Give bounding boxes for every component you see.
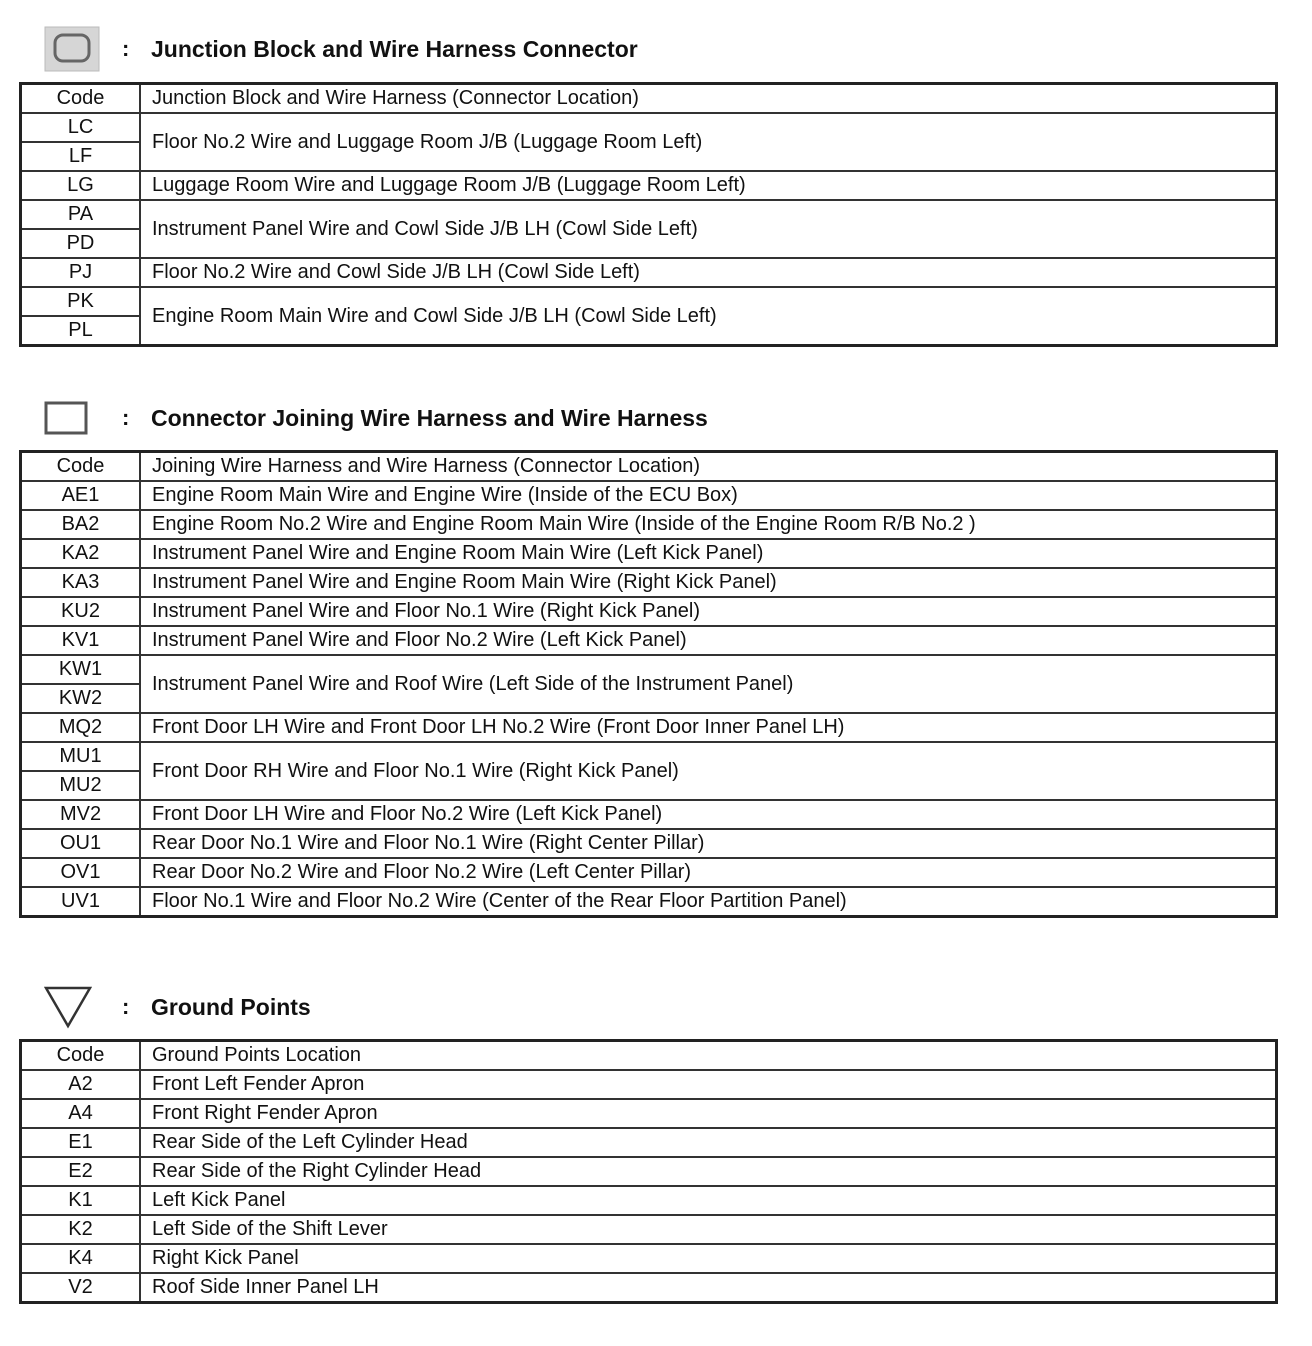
table-row — [21, 1215, 1277, 1244]
code-cell: LC — [21, 113, 141, 142]
table-row — [21, 1070, 1277, 1099]
code-cell: K2 — [21, 1215, 141, 1244]
description-cell: Engine Room Main Wire and Engine Wire (Inside of the ECU Box) — [140, 481, 1277, 510]
code-cell: E2 — [21, 1157, 141, 1186]
code-cell: KA3 — [21, 568, 141, 597]
table-row — [21, 113, 1277, 142]
description-cell: Engine Room No.2 Wire and Engine Room Main Wire (Inside of the Engine Room R/B No.2 ) — [140, 510, 1277, 539]
table-row — [21, 829, 1277, 858]
connector-symbol-icon — [44, 401, 88, 435]
table-row — [21, 713, 1277, 742]
connector-table — [19, 450, 1278, 918]
table-row — [21, 742, 1277, 771]
description-cell: Instrument Panel Wire and Floor No.1 Wire (Right Kick Panel) — [140, 597, 1277, 626]
code-cell: K1 — [21, 1186, 141, 1215]
section-title: Ground Points — [151, 994, 311, 1020]
description-cell: Floor No.2 Wire and Cowl Side J/B LH (Cowl Side Left) — [140, 258, 1277, 287]
description-cell: Instrument Panel Wire and Engine Room Main Wire (Left Kick Panel) — [140, 539, 1277, 568]
code-cell: OU1 — [21, 829, 141, 858]
section-title: Junction Block and Wire Harness Connector — [151, 36, 638, 62]
header-description: Joining Wire Harness and Wire Harness (Connector Location) — [140, 452, 1277, 482]
code-cell: OV1 — [21, 858, 141, 887]
description-cell: Right Kick Panel — [140, 1244, 1277, 1273]
code-cell: PJ — [21, 258, 141, 287]
description-cell: Left Kick Panel — [140, 1186, 1277, 1215]
header-code: Code — [21, 84, 141, 114]
table-row — [21, 800, 1277, 829]
code-cell: PA — [21, 200, 141, 229]
table-header-row — [21, 452, 1277, 482]
description-cell: Roof Side Inner Panel LH — [140, 1273, 1277, 1303]
header-code: Code — [21, 1041, 141, 1071]
description-cell: Front Door RH Wire and Floor No.1 Wire (Right Kick Panel) — [140, 742, 1277, 800]
header-description: Ground Points Location — [140, 1041, 1277, 1071]
table-row — [21, 1273, 1277, 1303]
table-row — [21, 655, 1277, 684]
code-cell: A2 — [21, 1070, 141, 1099]
table-row — [21, 171, 1277, 200]
table-row — [21, 858, 1277, 887]
code-cell: PK — [21, 287, 141, 316]
description-cell: Rear Side of the Right Cylinder Head — [140, 1157, 1277, 1186]
code-cell: BA2 — [21, 510, 141, 539]
code-cell: KU2 — [21, 597, 141, 626]
description-cell: Instrument Panel Wire and Roof Wire (Left Side of the Instrument Panel) — [140, 655, 1277, 713]
ground-points-table — [19, 1039, 1278, 1304]
section-title: Connector Joining Wire Harness and Wire Harness — [151, 405, 708, 431]
code-cell: KV1 — [21, 626, 141, 655]
description-cell: Front Door LH Wire and Front Door LH No.2 Wire (Front Door Inner Panel LH) — [140, 713, 1277, 742]
description-cell: Rear Side of the Left Cylinder Head — [140, 1128, 1277, 1157]
code-cell: PL — [21, 316, 141, 346]
table-row — [21, 568, 1277, 597]
code-cell: A4 — [21, 1099, 141, 1128]
junction-block-symbol-icon — [44, 26, 100, 72]
header-description: Junction Block and Wire Harness (Connector Location) — [140, 84, 1277, 114]
table-header-row — [21, 1041, 1277, 1071]
table-row — [21, 1157, 1277, 1186]
table-row — [21, 626, 1277, 655]
section-colon: : — [122, 405, 130, 430]
code-cell: KW1 — [21, 655, 141, 684]
code-cell: V2 — [21, 1273, 141, 1303]
code-cell: E1 — [21, 1128, 141, 1157]
table-row — [21, 597, 1277, 626]
section-ground-points-header — [0, 986, 1312, 1026]
section-colon: : — [122, 994, 130, 1019]
description-cell: Luggage Room Wire and Luggage Room J/B (Luggage Room Left) — [140, 171, 1277, 200]
table-row — [21, 258, 1277, 287]
code-cell: AE1 — [21, 481, 141, 510]
description-cell: Floor No.1 Wire and Floor No.2 Wire (Center of the Rear Floor Partition Panel) — [140, 887, 1277, 917]
header-code: Code — [21, 452, 141, 482]
code-cell: LG — [21, 171, 141, 200]
table-row — [21, 481, 1277, 510]
code-cell: MV2 — [21, 800, 141, 829]
table-row — [21, 1128, 1277, 1157]
table-row — [21, 200, 1277, 229]
code-cell: KA2 — [21, 539, 141, 568]
table-row — [21, 1099, 1277, 1128]
code-cell: LF — [21, 142, 141, 171]
code-cell: MU2 — [21, 771, 141, 800]
description-cell: Rear Door No.1 Wire and Floor No.1 Wire (Right Center Pillar) — [140, 829, 1277, 858]
code-cell: UV1 — [21, 887, 141, 917]
description-cell: Front Left Fender Apron — [140, 1070, 1277, 1099]
description-cell: Instrument Panel Wire and Floor No.2 Wire (Left Kick Panel) — [140, 626, 1277, 655]
code-cell: KW2 — [21, 684, 141, 713]
table-row — [21, 1244, 1277, 1273]
description-cell: Rear Door No.2 Wire and Floor No.2 Wire (Left Center Pillar) — [140, 858, 1277, 887]
section-connector-header — [0, 397, 1312, 437]
section-junction-block-header — [0, 28, 1312, 68]
description-cell: Instrument Panel Wire and Engine Room Main Wire (Right Kick Panel) — [140, 568, 1277, 597]
description-cell: Floor No.2 Wire and Luggage Room J/B (Luggage Room Left) — [140, 113, 1277, 171]
code-cell: PD — [21, 229, 141, 258]
junction-block-table — [19, 82, 1278, 347]
table-row — [21, 887, 1277, 917]
description-cell: Front Right Fender Apron — [140, 1099, 1277, 1128]
description-cell: Left Side of the Shift Lever — [140, 1215, 1277, 1244]
description-cell: Instrument Panel Wire and Cowl Side J/B LH (Cowl Side Left) — [140, 200, 1277, 258]
code-cell: K4 — [21, 1244, 141, 1273]
table-row — [21, 287, 1277, 316]
table-row — [21, 510, 1277, 539]
description-cell: Front Door LH Wire and Floor No.2 Wire (Left Kick Panel) — [140, 800, 1277, 829]
code-cell: MQ2 — [21, 713, 141, 742]
code-cell: MU1 — [21, 742, 141, 771]
table-row — [21, 539, 1277, 568]
description-cell: Engine Room Main Wire and Cowl Side J/B LH (Cowl Side Left) — [140, 287, 1277, 346]
section-colon: : — [122, 36, 130, 61]
ground-point-triangle-icon — [44, 985, 92, 1029]
table-row — [21, 1186, 1277, 1215]
table-header-row — [21, 84, 1277, 114]
